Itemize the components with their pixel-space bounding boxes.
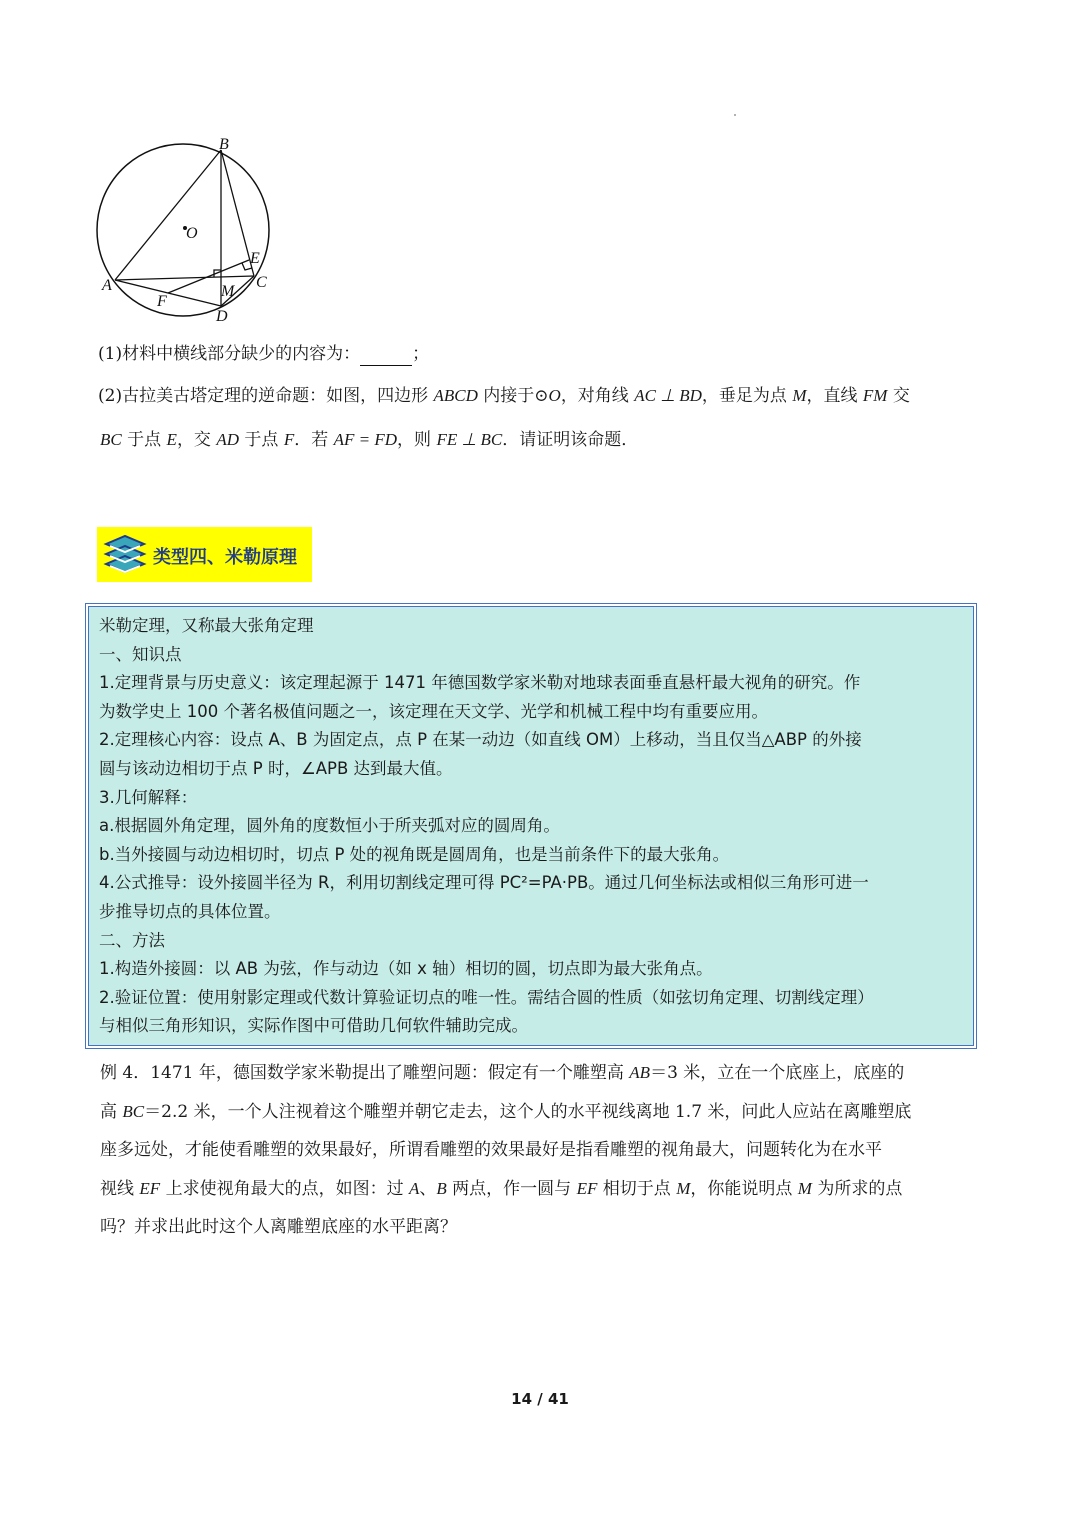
label-o: O <box>186 225 198 242</box>
circle-o <box>97 144 269 316</box>
question-1: (1)材料中横线部分缺少的内容为： ； <box>98 344 430 364</box>
box-line: 1.构造外接圆：以 AB 为弦，作与动边（如 x 轴）相切的圆，切点即为最大张角点。 <box>99 959 713 979</box>
box-line: 为数学史上 100 个著名极值问题之一，该定理在天文学、光学和机械工程中均有重要应用。 <box>99 701 768 721</box>
example-line: 吗？并求出此时这个人离雕塑底座的水平距离？ <box>100 1217 457 1237</box>
label-d: D <box>216 308 228 325</box>
stray-dot <box>734 114 736 116</box>
example-line: 视线 EF 上求使视角最大的点，如图：过 A、B 两点，作一圆与 EF 相切于点 M，你能说明点 M 为所求的点 <box>100 1178 903 1199</box>
label-a: A <box>102 277 112 294</box>
box-line: 3.几何解释： <box>99 787 198 807</box>
box-line: b.当外接圆与动边相切时，切点 P 处的视角既是圆周角，也是当前条件下的最大张角。 <box>99 844 730 864</box>
section-banner <box>97 527 312 582</box>
geometry-figure <box>90 130 290 330</box>
example-line: 高 BC＝2.2 米，一个人注视着这个雕塑并朝它走去，这个人的水平视线离地 1.7 米，问此人应站在离雕塑底 <box>100 1101 912 1122</box>
box-line: 1.定理背景与历史意义：该定理起源于 1471 年德国数学家米勒对地球表面垂直悬杆最大视角的研究。作 <box>99 673 861 693</box>
segment-ac <box>115 276 254 280</box>
box-line: 米勒定理，又称最大张角定理 <box>99 616 314 635</box>
question-2-line-2: BC 于点 E，交 AD 于点 F．若 AF = FD，则 FE ⊥ BC．请证明该命题． <box>100 430 639 450</box>
label-m: M <box>221 283 235 300</box>
box-line: 2.验证位置：使用射影定理或代数计算验证切点的唯一性。需结合圆的性质（如弦切角定理、切割线定理） <box>99 987 874 1007</box>
box-line: 一、知识点 <box>99 644 182 664</box>
label-e: E <box>250 250 260 267</box>
box-line: 二、方法 <box>99 930 165 950</box>
label-c: C <box>256 274 267 291</box>
question-2-line-1: (2)古拉美古塔定理的逆命题：如图，四边形 ABCD 内接于⊙O，对角线 AC ⊥ BD，垂足为点 M，直线 FM 交 <box>98 386 910 406</box>
box-line: 2.定理核心内容：设点 A、B 为固定点，点 P 在某一动边（如直线 OM）上移动，当且仅当△ABP 的外接 <box>99 730 862 750</box>
answer-blank[interactable] <box>360 343 412 366</box>
label-b: B <box>219 136 229 153</box>
books-icon <box>102 532 148 578</box>
box-line: 圆与该动边相切于点 P 时，∠APB 达到最大值。 <box>99 758 453 778</box>
box-line: a.根据圆外角定理，圆外角的度数恒小于所夹弧对应的圆周角。 <box>99 816 560 836</box>
box-line: 步推导切点的具体位置。 <box>99 901 281 921</box>
example-4 <box>100 1054 990 1247</box>
page-number: 14 / 41 <box>511 1390 569 1408</box>
box-line: 与相似三角形知识，实际作图中可借助几何软件辅助完成。 <box>99 1016 528 1036</box>
knowledge-box <box>88 606 974 1046</box>
section-title: 类型四、米勒原理 <box>153 547 297 568</box>
box-line: 4.公式推导：设外接圆半径为 R，利用切割线定理可得 PC²=PA·PB。通过几何坐标法或相似三角形可进一 <box>99 873 869 893</box>
segment-ab <box>115 150 221 280</box>
label-f: F <box>157 293 167 310</box>
example-line: 座多远处，才能使看雕塑的效果最好，所谓看雕塑的效果最好是指看雕塑的视角最大，问题转化为在水平 <box>100 1140 882 1160</box>
example-line: 例 4．1471 年，德国数学家米勒提出了雕塑问题：假定有一个雕塑高 AB＝3 米，立在一个底座上，底座的 <box>100 1063 905 1083</box>
